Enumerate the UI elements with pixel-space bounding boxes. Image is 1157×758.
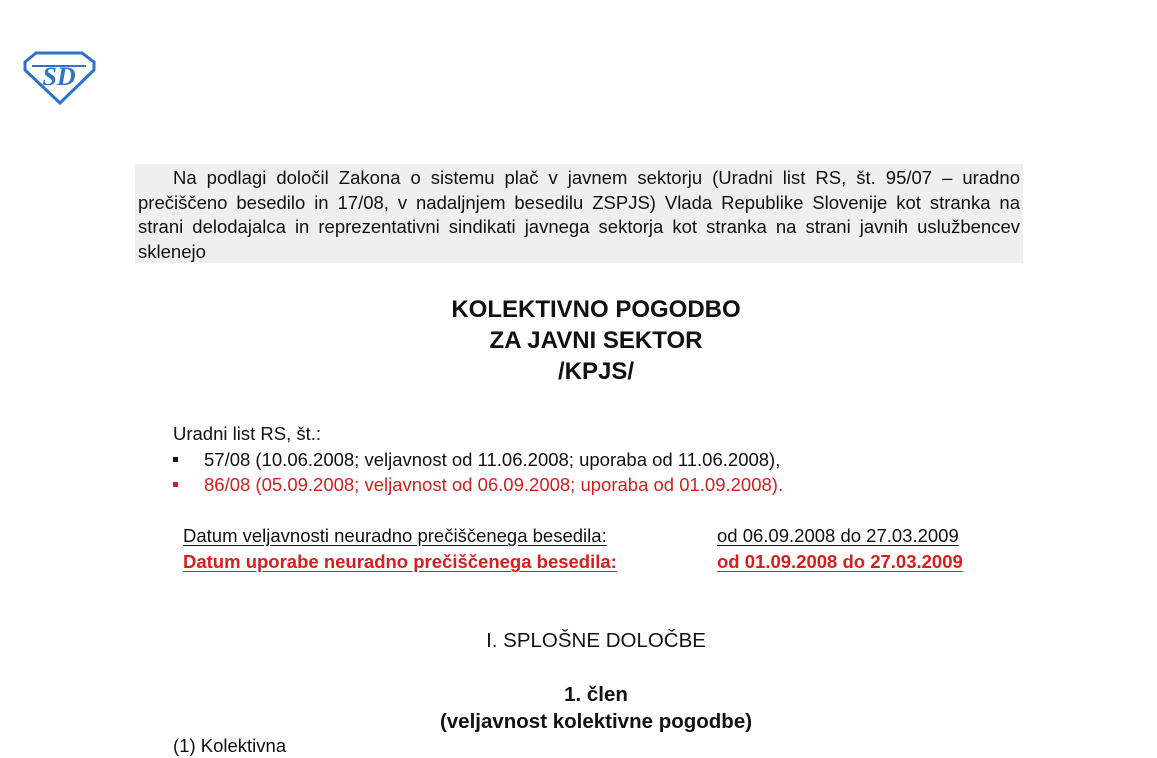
sd-logo bbox=[22, 50, 96, 106]
document-title bbox=[0, 294, 1157, 387]
article-subtitle: (veljavnost kolektivne pogodbe) bbox=[439, 710, 753, 733]
publication-item-text: 57/08 (10.06.2008; veljavnost od 11.06.2008; uporaba od 11.06.2008), bbox=[204, 449, 781, 470]
publication-label: Uradni list RS, št.: bbox=[173, 423, 322, 444]
title-line-3: /KPJS/ bbox=[557, 358, 635, 385]
title-line-1: KOLEKTIVNO POGODBO bbox=[451, 296, 741, 323]
logo-text: SD bbox=[42, 62, 76, 91]
article-number: 1. člen bbox=[564, 683, 628, 706]
article-paragraph-start: (1) Kolektivna bbox=[173, 735, 287, 756]
use-date-label: Datum uporabe neuradno prečiščenega besedila: bbox=[183, 551, 617, 572]
publication-item bbox=[173, 447, 780, 472]
section-title: I. SPLOŠNE DOLOČBE bbox=[486, 629, 706, 652]
use-date-value: od 01.09.2008 do 27.03.2009 bbox=[717, 551, 963, 572]
publication-item-text: 86/08 (05.09.2008; veljavnost od 06.09.2008; uporaba od 01.09.2008). bbox=[204, 474, 784, 495]
bullet-square-icon bbox=[173, 482, 178, 487]
validity-date-value: od 06.09.2008 do 27.03.2009 bbox=[717, 525, 959, 546]
publication-item-highlighted bbox=[173, 472, 783, 497]
bullet-square-icon bbox=[173, 457, 178, 462]
title-line-2: ZA JAVNI SEKTOR bbox=[489, 327, 703, 354]
validity-date-label: Datum veljavnosti neuradno prečiščenega besedila: bbox=[183, 525, 607, 546]
intro-paragraph: Na podlagi določil Zakona o sistemu plač v javnem sektorju (Uradni list RS, št. 95/07 – uradno prečiščeno besedilo in 17/08, v nadaljnjem besedilu ZSPJS) Vlada Republike Slovenije kot stranka na strani delodajalca in reprezentativni sindikati javnega sektorja kot stranka na strani javnih uslužbencev sklenejo bbox=[135, 164, 1023, 263]
sd-shield-icon bbox=[22, 50, 96, 106]
